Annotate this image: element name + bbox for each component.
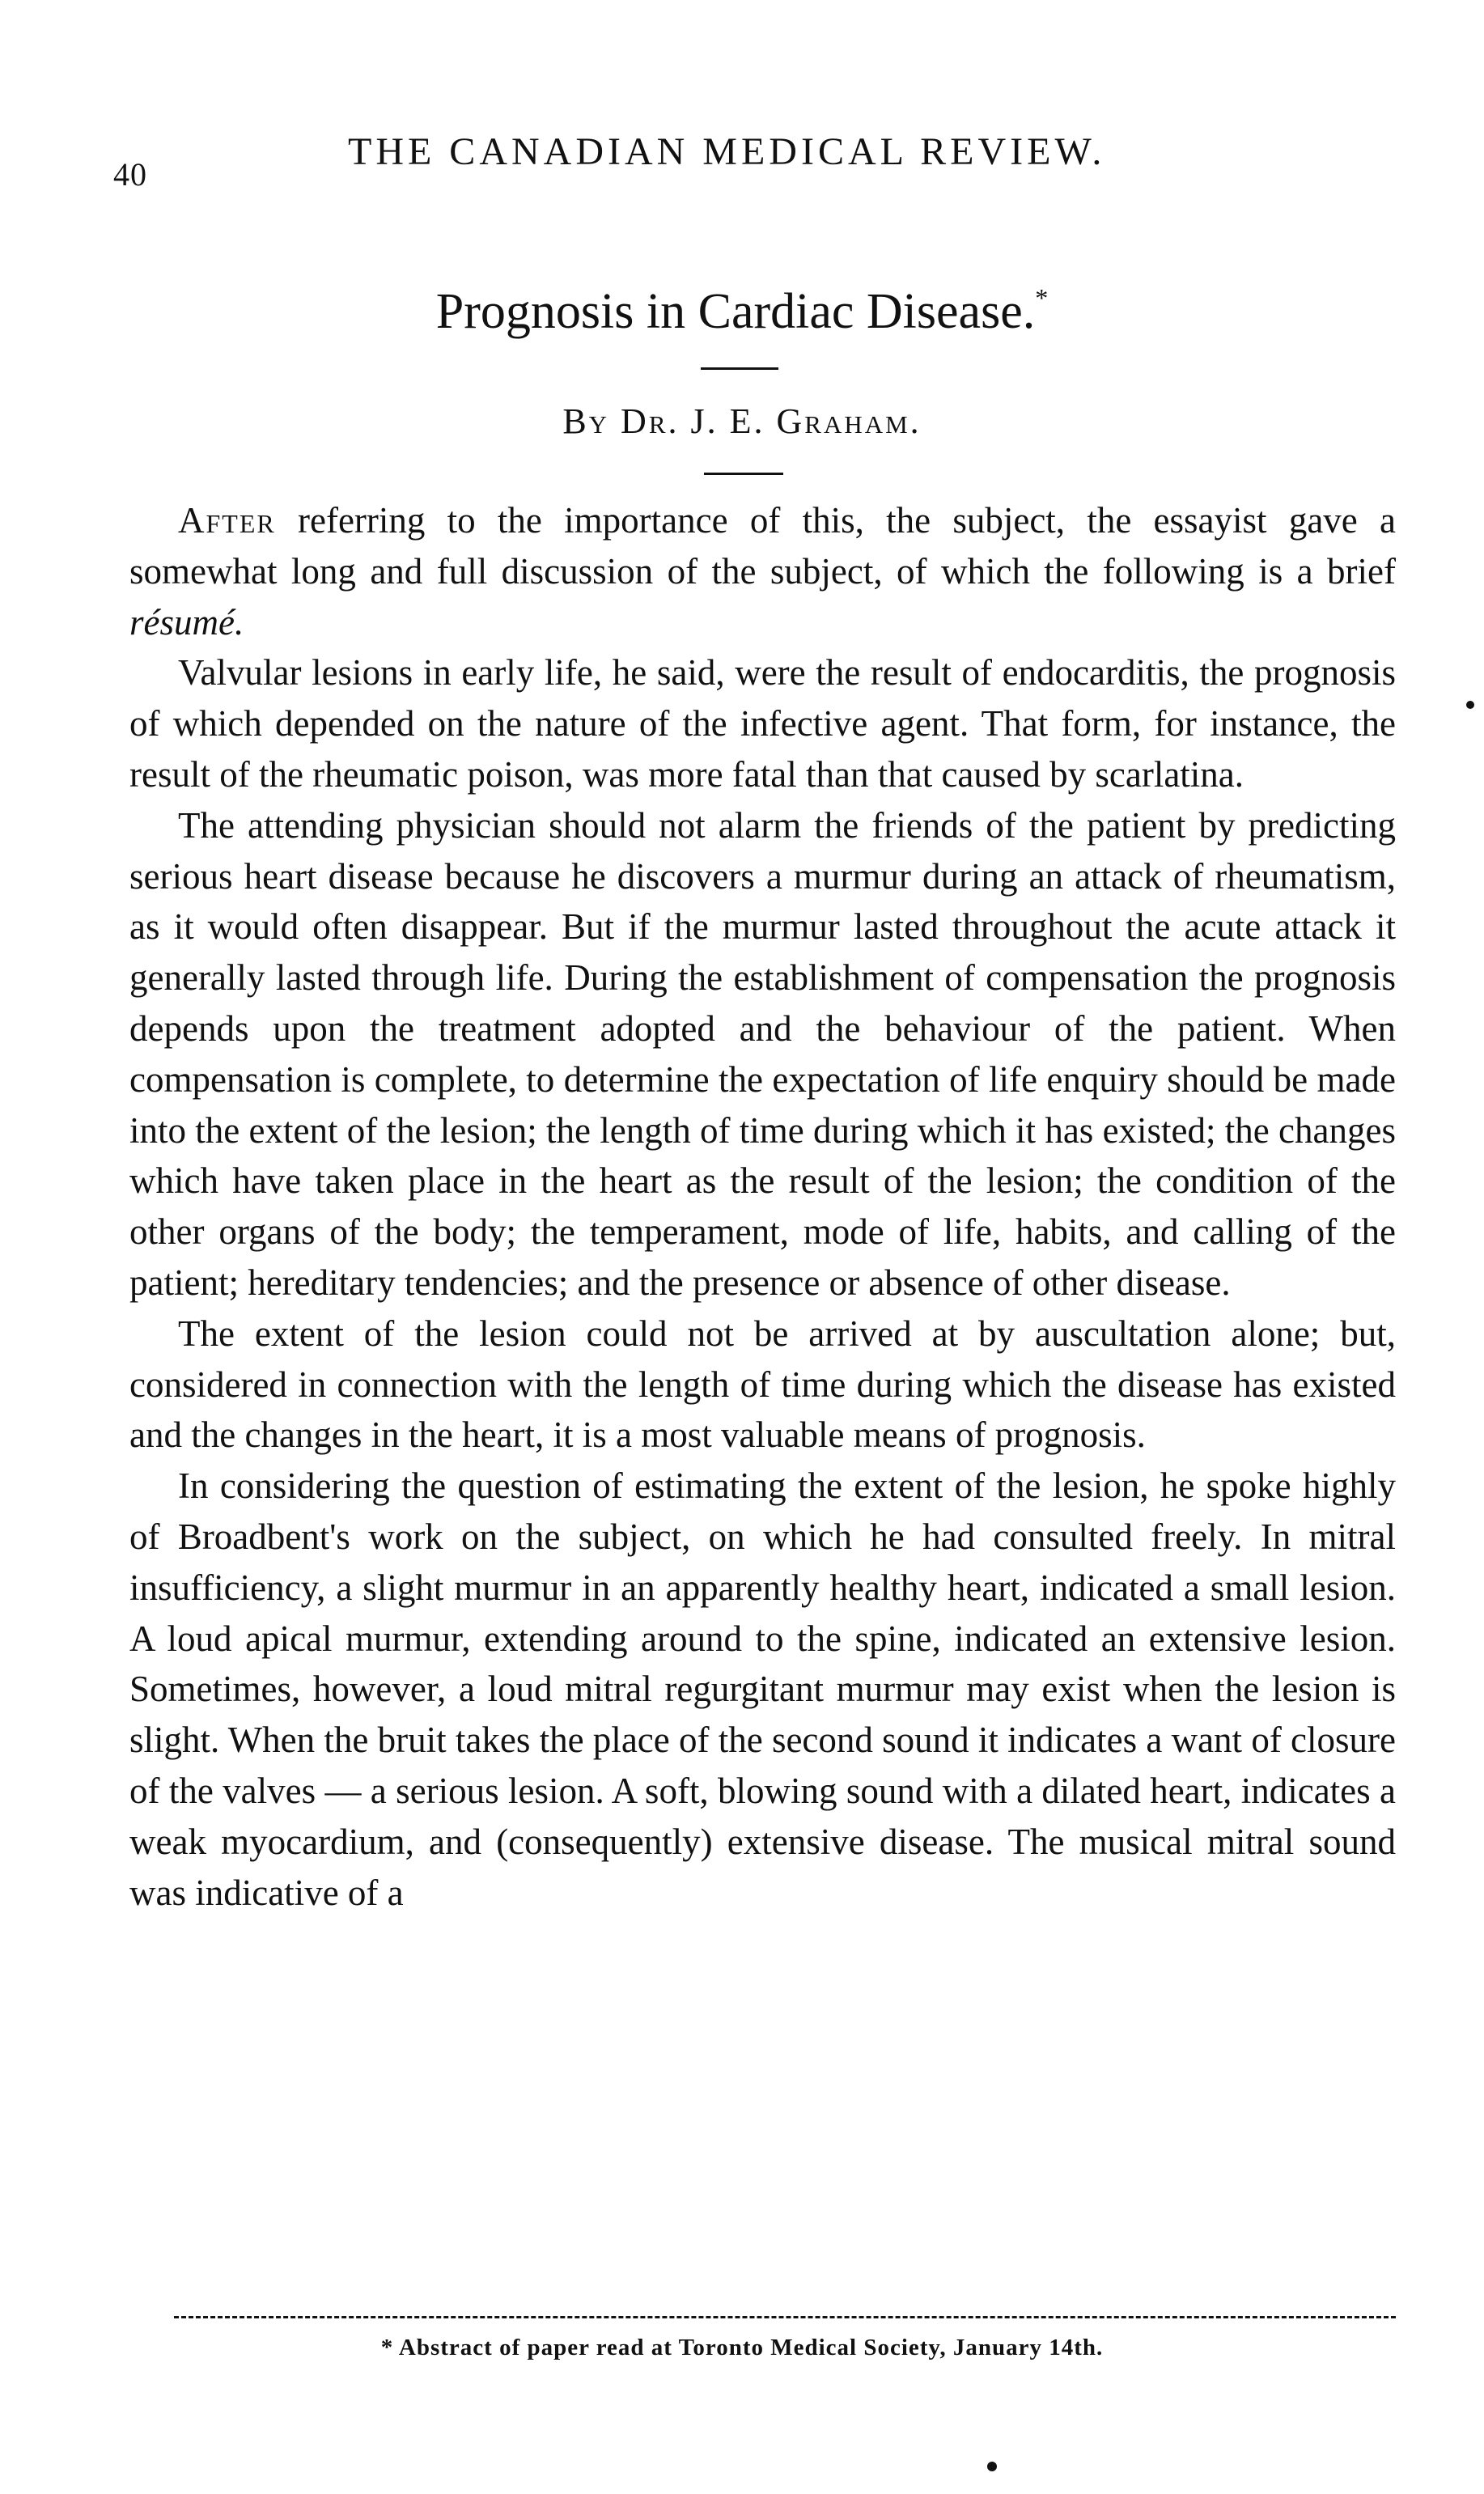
byline: By Dr. J. E. Graham. [562, 401, 922, 441]
footnote-rule [174, 2316, 1396, 2318]
running-head: THE CANADIAN MEDICAL REVIEW. [348, 130, 1106, 173]
paragraph-intro-text: referring to the importance of this, the subject, the essayist gave a somewhat long and full discussion of the subject, of which the following is a brief [129, 500, 1396, 592]
footnote: * Abstract of paper read at Toronto Medical Society, January 14th. [380, 2335, 1104, 2360]
paragraph-extent: The extent of the lesion could not be arrived at by auscultation alone; but, considered in connection with the length of time during which the disease has existed and the changes in the heart, it is a most valuable means of prognosis. [129, 1313, 1396, 1456]
paragraph-valvular: Valvular lesions in early life, he said, were the result of endocarditis, the prognosis of which depended on the nature of the infective agent. That form, for instance, the result of the rheumatic poison, was more fatal than that caused by scarlatina. [129, 652, 1396, 795]
paragraph-considering: In considering the question of estimating the extent of the lesion, he spoke highly of Broadbent's work on the subject, on which he had consulted freely. In mitral insufficiency, a slight murmur in an apparently healthy heart, indicated a small lesion. A loud apical murmur, extending around to the spine, indicated an extensive lesion. Sometimes, however, a loud mitral regurgitant murmur may exist when the lesion is slight. When the bruit takes the place of the second sound it indicates a want of closure of the valves — a serious lesion. A soft, blowing sound with a dilated heart, indicates a weak myocardium, and (consequently) extensive disease. The musical mitral sound was indicative of a [129, 1465, 1396, 1913]
paragraph-intro [129, 495, 1396, 647]
bottom-speck [987, 2462, 997, 2471]
byline-rule [704, 473, 783, 475]
margin-speck [1466, 701, 1474, 709]
resume-term: résumé. [129, 601, 244, 643]
footnote-mark: * [1035, 283, 1049, 312]
article-body [129, 495, 1396, 1918]
title-rule [701, 367, 778, 370]
paragraph-physician: The attending physician should not alarm the friends of the patient by predicting serious heart disease because he discovers a murmur during an attack of rheumatism, as it would often disappear. But if the murmur lasted throughout the acute attack it generally lasted through life. During the establishment of compensation the prognosis depends upon the treatment adopted and the behaviour of the patient. When compensation is complete, to determine the expectation of life enquiry should be made into the extent of the lesion; the length of time during which it has existed; the changes which have taken place in the heart as the result of the lesion; the condition of the other organs of the body; the temperament, mode of life, habits, and calling of the patient; hereditary tendencies; and the presence or absence of other disease. [129, 804, 1396, 1303]
article-title-text: Prognosis in Cardiac Disease. [435, 284, 1036, 339]
article-title [0, 283, 1484, 341]
page-number: 40 [113, 156, 147, 193]
lead-word: After [178, 500, 276, 541]
